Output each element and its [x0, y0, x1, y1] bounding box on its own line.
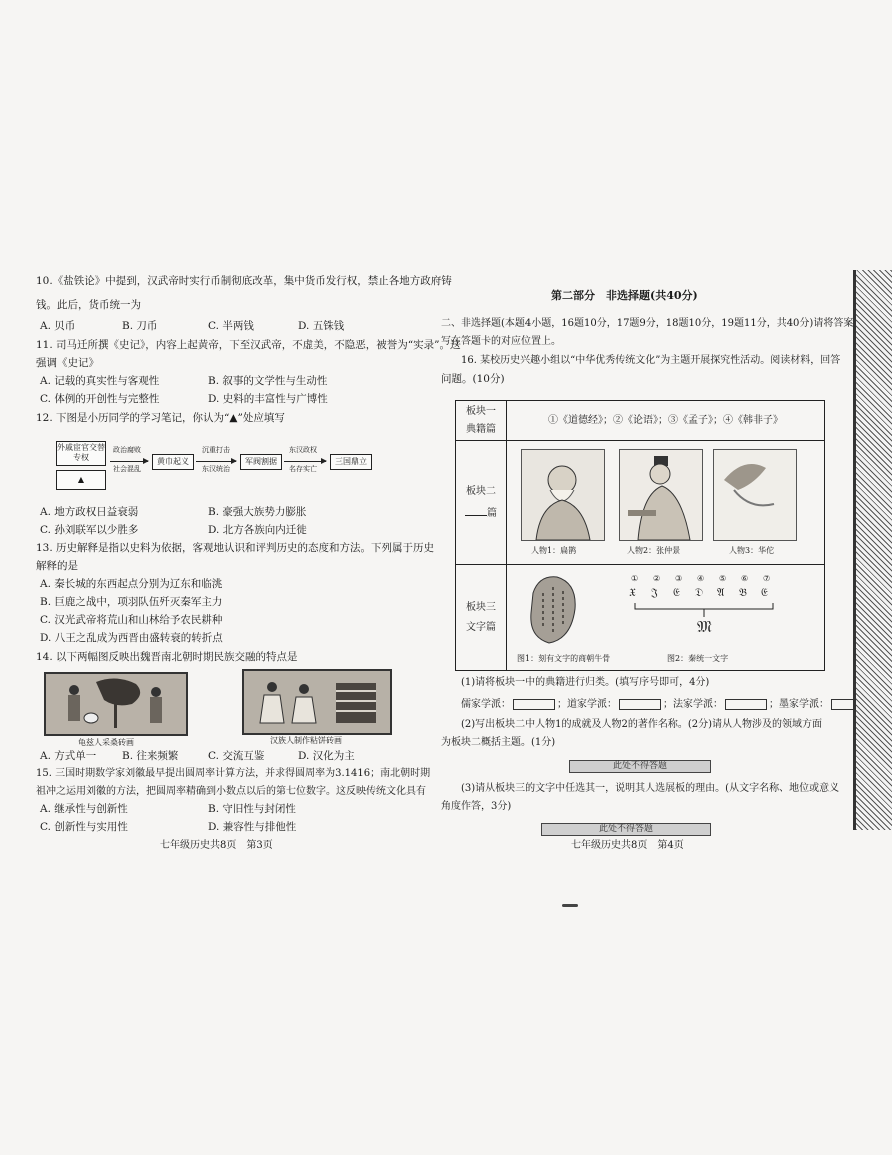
person-2-caption: 人物2：张仲景 [627, 546, 681, 555]
q14-option-c[interactable]: C. 交流互鉴 [208, 750, 265, 762]
q12-stem: 12. 下图是小历同学的学习笔记，你认为“▲”处应填写 [36, 412, 285, 424]
glyph-num-2: ② [653, 574, 661, 583]
glyph-num-3: ③ [675, 574, 683, 583]
table-row3-scripts [507, 565, 825, 671]
q16-stem-line1: 16. 某校历史兴趣小组以“中华优秀传统文化”为主题开展探究性活动。阅读材料，回答 [461, 355, 841, 366]
q15-stem-line1: 15. 三国时期数学家刘徽最早提出圆周率计算方法，并求得圆周率为3.1416；南北朝时期 [36, 768, 431, 779]
table-row3-label [456, 565, 507, 671]
fill-label-confucian: 儒家学派： [461, 699, 511, 710]
q13-option-b[interactable]: B. 巨鹿之战中，项羽队伍歼灭秦军主力 [40, 596, 223, 608]
brick-painting-1-image [46, 674, 186, 734]
q10-option-b[interactable]: B. 刀币 [122, 320, 158, 332]
no-answer-zone-1: 此处不得答题 [569, 760, 711, 773]
oracle-bone-image [523, 573, 583, 647]
q13-stem-line2: 解释的是 [36, 560, 78, 572]
glyph-num-1: ① [631, 574, 639, 583]
fig2-caption: 图2：秦统一文字 [667, 654, 729, 663]
q14-option-b[interactable]: B. 往来频繁 [122, 750, 179, 762]
flow-box-warlords: 军阀割据 [240, 454, 282, 470]
fill-blank-taoist[interactable] [619, 699, 661, 710]
q13-option-a[interactable]: A. 秦长城的东西起点分别为辽东和临洮 [40, 578, 223, 590]
q16-sub2-line2: 为板块二概括主题。(1分) [441, 737, 556, 748]
page-3-footer: 七年级历史共8页 第3页 [160, 840, 273, 851]
flow-label-2-top: 沉重打击 [202, 446, 230, 454]
brick-painting-2-image [244, 671, 390, 733]
qin-script-figure [629, 575, 789, 645]
q11-option-d[interactable]: D. 史料的丰富性与广博性 [208, 393, 328, 405]
fig1-caption: 图1：刻有文字的商朝牛骨 [517, 654, 611, 663]
row2-label-b [457, 503, 505, 525]
q16-fill-line [461, 699, 875, 710]
flow-arrow-2 [196, 461, 236, 462]
q12-flow-diagram [56, 441, 376, 497]
row2-label-a: 板块二 [466, 485, 496, 497]
q10-stem-line1: 10.《盐铁论》中提到，汉武帝时实行币制彻底改革，集中货币发行权，禁止各地方政府铸 [36, 275, 452, 287]
q15-stem-line2: 祖冲之运用刘徽的方法，把圆周率精确到小数点以后的第七位数字。这反映传统文化具有 [36, 786, 426, 797]
q10-option-a[interactable]: A. 贝币 [40, 320, 76, 332]
q12-option-b[interactable]: B. 豪强大族势力膨胀 [208, 506, 307, 518]
q16-sub3-line1: (3)请从板块三的文字中任选其一，说明其人选展板的理由。(从文字名称、地位或意义 [461, 783, 840, 794]
glyph-variant-7: 𝔈 [761, 586, 768, 599]
glyph-num-7: ⑦ [763, 574, 771, 583]
q13-option-c[interactable]: C. 汉光武帝将荒山和山林给予农民耕种 [40, 614, 223, 626]
binding-pattern-strip [853, 270, 892, 830]
page-4-footer: 七年级历史共8页 第4页 [571, 840, 684, 851]
row3-label-b: 文字篇 [466, 621, 496, 633]
q10-option-d[interactable]: D. 五铢钱 [298, 320, 345, 332]
row2-label-b-text: 篇 [487, 507, 497, 519]
q10-stem-line2: 钱。此后，货币统一为 [36, 299, 141, 311]
q15-option-a[interactable]: A. 继承性与创新性 [40, 803, 128, 815]
glyph-variant-3: 𝔈 [673, 586, 680, 599]
q12-option-d[interactable]: D. 北方各族向内迁徙 [208, 524, 307, 536]
part-two-title: 第二部分 非选择题(共40分) [551, 289, 698, 302]
flow-arrow-1 [110, 461, 148, 462]
q11-option-b[interactable]: B. 叙事的文学性与生动性 [208, 375, 328, 387]
table-row1-classics: ①《道德经》；②《论语》；③《孟子》；④《韩非子》 [507, 401, 825, 441]
person-3-caption: 人物3：华佗 [729, 546, 775, 555]
q11-stem-line1: 11. 司马迁所撰《史记》，内容上起黄帝，下至汉武帝，不虚美，不隐恶，被誉为“实录”。这 [36, 339, 461, 351]
table-row2-figures [507, 441, 825, 565]
glyph-num-6: ⑥ [741, 574, 749, 583]
q14-caption-2: 汉族人制作粘饼砖画 [270, 736, 342, 745]
flow-label-1-bottom: 社会混乱 [113, 465, 141, 473]
table-row2-label [456, 441, 507, 565]
fill-blank-legalist[interactable] [725, 699, 767, 710]
portrait-huatuo [713, 449, 797, 541]
q14-option-a[interactable]: A. 方式单一 [40, 750, 97, 762]
glyph-variant-2: 𝔍 [651, 586, 658, 599]
flow-box-blank: ▲ [56, 470, 106, 490]
q16-material-table [455, 400, 825, 671]
flow-box-eunuch: 外戚宦官交替专权 [56, 441, 106, 466]
glyph-variant-4: 𝔇 [695, 586, 704, 599]
q15-option-d[interactable]: D. 兼容性与排他性 [208, 821, 297, 833]
section-instruction-line2: 写在答题卡的对应位置上。 [441, 336, 561, 347]
q12-option-a[interactable]: A. 地方政权日益衰弱 [40, 506, 139, 518]
huatuo-image [714, 450, 796, 540]
table-row1-label [456, 401, 507, 441]
person-1-caption: 人物1：扁鹊 [531, 546, 577, 555]
no-answer-zone-2: 此处不得答题 [541, 823, 711, 836]
row1-label-a: 板块一 [466, 405, 496, 417]
glyph-num-5: ⑤ [719, 574, 727, 583]
fill-label-mohist: ；墨家学派： [769, 699, 829, 710]
flow-label-3-top: 东汉政权 [289, 446, 317, 454]
fill-label-legalist: ；法家学派： [663, 699, 723, 710]
flow-box-yellow-turban: 黄巾起义 [152, 454, 194, 470]
q15-option-b[interactable]: B. 守旧性与封闭性 [208, 803, 296, 815]
q14-caption-1: 龟兹人采桑砖画 [78, 738, 134, 747]
flow-box-three-kingdoms: 三国鼎立 [330, 454, 372, 470]
q15-option-c[interactable]: C. 创新性与实用性 [40, 821, 128, 833]
row3-label-a: 板块三 [466, 601, 496, 613]
q14-brick-painting-2 [242, 669, 392, 735]
glyph-variant-5: 𝔄 [717, 586, 725, 599]
q10-option-c[interactable]: C. 半两钱 [208, 320, 254, 332]
q16-sub3-line2: 角度作答，3分) [441, 801, 512, 812]
zhangzhongjing-image [620, 450, 702, 540]
oracle-bone-svg [523, 573, 583, 647]
flow-arrow-3 [284, 461, 326, 462]
q12-option-c[interactable]: C. 孙刘联军以少胜多 [40, 524, 139, 536]
flow-label-3-bottom: 名存实亡 [289, 465, 317, 473]
q16-sub1: (1)请将板块一中的典籍进行归类。(填写序号即可，4分) [461, 677, 710, 688]
q13-stem-line1: 13. 历史解释是指以史料为依据，客观地认识和评判历史的态度和方法。下列属于历史 [36, 542, 435, 554]
fill-label-taoist: ；道家学派： [557, 699, 617, 710]
q14-brick-painting-1 [44, 672, 188, 736]
glyph-merge-lines [629, 603, 779, 617]
row1-label-b: 典籍篇 [466, 423, 496, 435]
portrait-bianque [521, 449, 605, 541]
q11-option-c[interactable]: C. 体例的开创性与完整性 [40, 393, 160, 405]
section-instruction-line1: 二、非选择题(本题4小题，16题10分，17题9分，18题10分，19题11分，共40分)请将答案 [441, 318, 854, 329]
q14-stem: 14. 以下两幅图反映出魏晋南北朝时期民族交融的特点是 [36, 651, 298, 663]
scan-mark [562, 904, 578, 907]
q11-option-a[interactable]: A. 记载的真实性与客观性 [40, 375, 160, 387]
bianque-image [522, 450, 604, 540]
flow-label-2-bottom: 东汉统治 [202, 465, 230, 473]
glyph-num-4: ④ [697, 574, 705, 583]
q16-stem-line2: 问题。(10分) [441, 373, 505, 385]
flow-label-1-top: 政治腐败 [113, 446, 141, 454]
portrait-zhangzhongjing [619, 449, 703, 541]
q11-stem-line2: 强调《史记》 [36, 357, 99, 369]
glyph-variant-1: 𝔛 [629, 586, 636, 599]
glyph-unified: 𝔐 [697, 617, 712, 636]
glyph-variant-6: 𝔅 [739, 586, 747, 599]
q13-option-d[interactable]: D. 八王之乱成为西晋由盛转衰的转折点 [40, 632, 223, 644]
q16-sub2-line1: (2)写出板块二中人物1的成就及人物2的著作名称。(2分)请从人物涉及的领域方面 [461, 719, 823, 730]
fill-blank-confucian[interactable] [513, 699, 555, 710]
q14-option-d[interactable]: D. 汉化为主 [298, 750, 355, 762]
